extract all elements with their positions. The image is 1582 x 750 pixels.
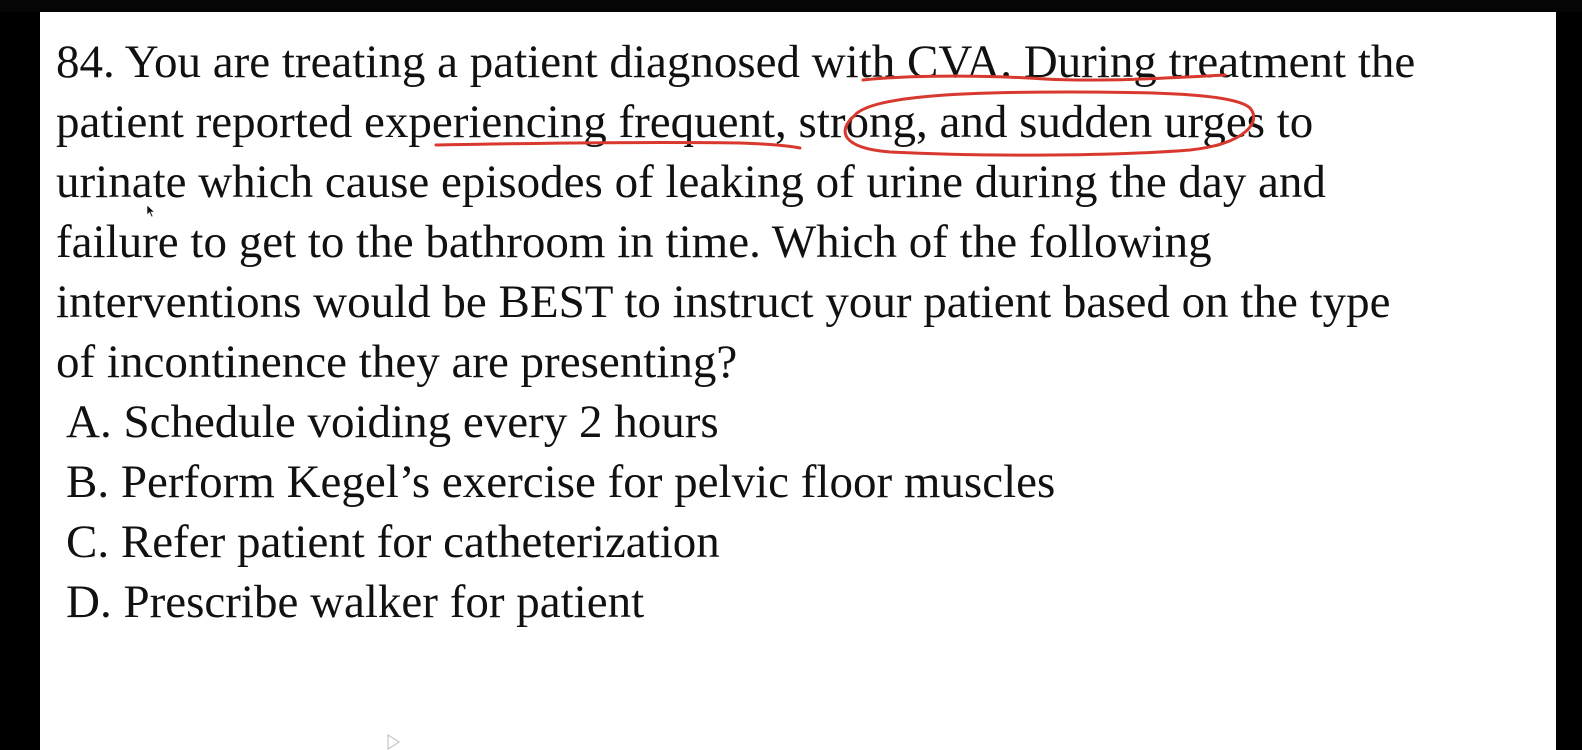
question-line: failure to get to the bathroom in time. Which of the following: [56, 216, 1212, 268]
question-line: 84. You are treating a patient diagnosed with CVA. During treatment the: [56, 36, 1416, 88]
question-line: urinate which cause episodes of leaking of urine during the day and: [56, 156, 1326, 208]
pointer-arrow-icon: [387, 734, 401, 750]
slide-page: [40, 12, 1556, 750]
mouse-cursor-icon: [146, 204, 156, 218]
question-line: patient reported experiencing frequent, strong, and sudden urges to: [56, 96, 1314, 148]
option-d[interactable]: D. Prescribe walker for patient: [66, 576, 645, 628]
option-c[interactable]: C. Refer patient for catheterization: [66, 516, 720, 568]
answer-options: [66, 392, 1055, 632]
top-black-bar: [0, 0, 1582, 12]
question-line: interventions would be BEST to instruct your patient based on the type: [56, 276, 1391, 328]
option-b[interactable]: B. Perform Kegel’s exercise for pelvic floor muscles: [66, 456, 1056, 508]
question-line: of incontinence they are presenting?: [56, 336, 738, 388]
option-a[interactable]: A. Schedule voiding every 2 hours: [66, 396, 719, 448]
question-text: [56, 32, 1546, 392]
